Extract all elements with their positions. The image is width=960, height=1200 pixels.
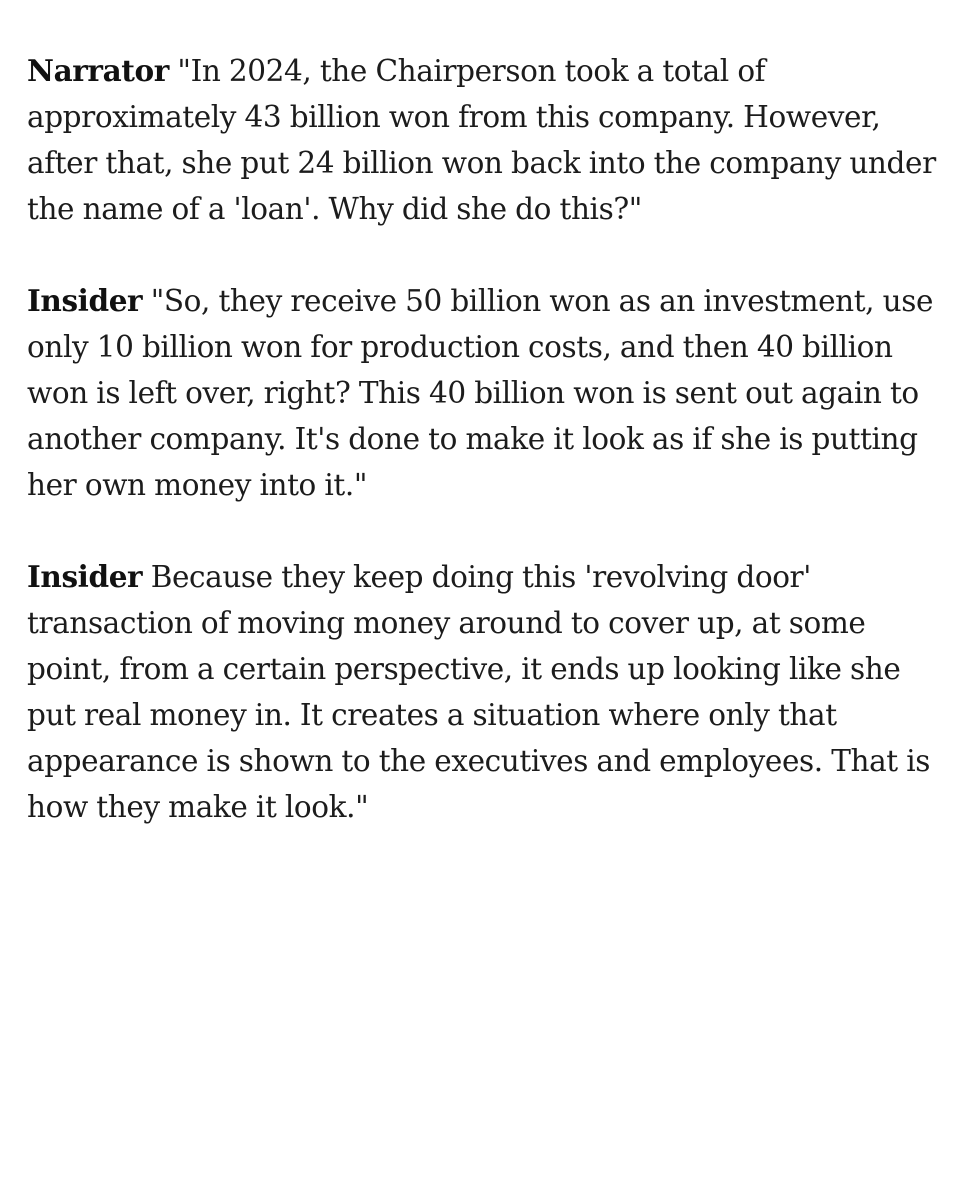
spoken-text: "In 2024, the Chairperson took a total of approximately 43 billion won from this company. However, after that, she put 24 billion won back into the company under the name of a 'loan'. Why did she do this?" <box>27 54 936 226</box>
transcript-entry-narrator <box>27 48 937 232</box>
speaker-label: Narrator <box>27 53 169 88</box>
transcript-entry-insider <box>27 554 937 830</box>
transcript-entry-insider <box>27 278 937 508</box>
spoken-text: Because they keep doing this 'revolving door' transaction of moving money around to cover up, at some point, from a certain perspective, it ends up looking like she put real money in. It creates a situation where only that appearance is shown to the executives and employees. That is how they make it look." <box>27 560 931 824</box>
transcript <box>27 48 937 876</box>
speaker-label: Insider <box>27 559 143 594</box>
speaker-label: Insider <box>27 283 143 318</box>
spoken-text: "So, they receive 50 billion won as an investment, use only 10 billion won for production costs, and then 40 billion won is left over, right? This 40 billion won is sent out again to another company. It's done to make it look as if she is putting her own money into it." <box>27 284 934 502</box>
